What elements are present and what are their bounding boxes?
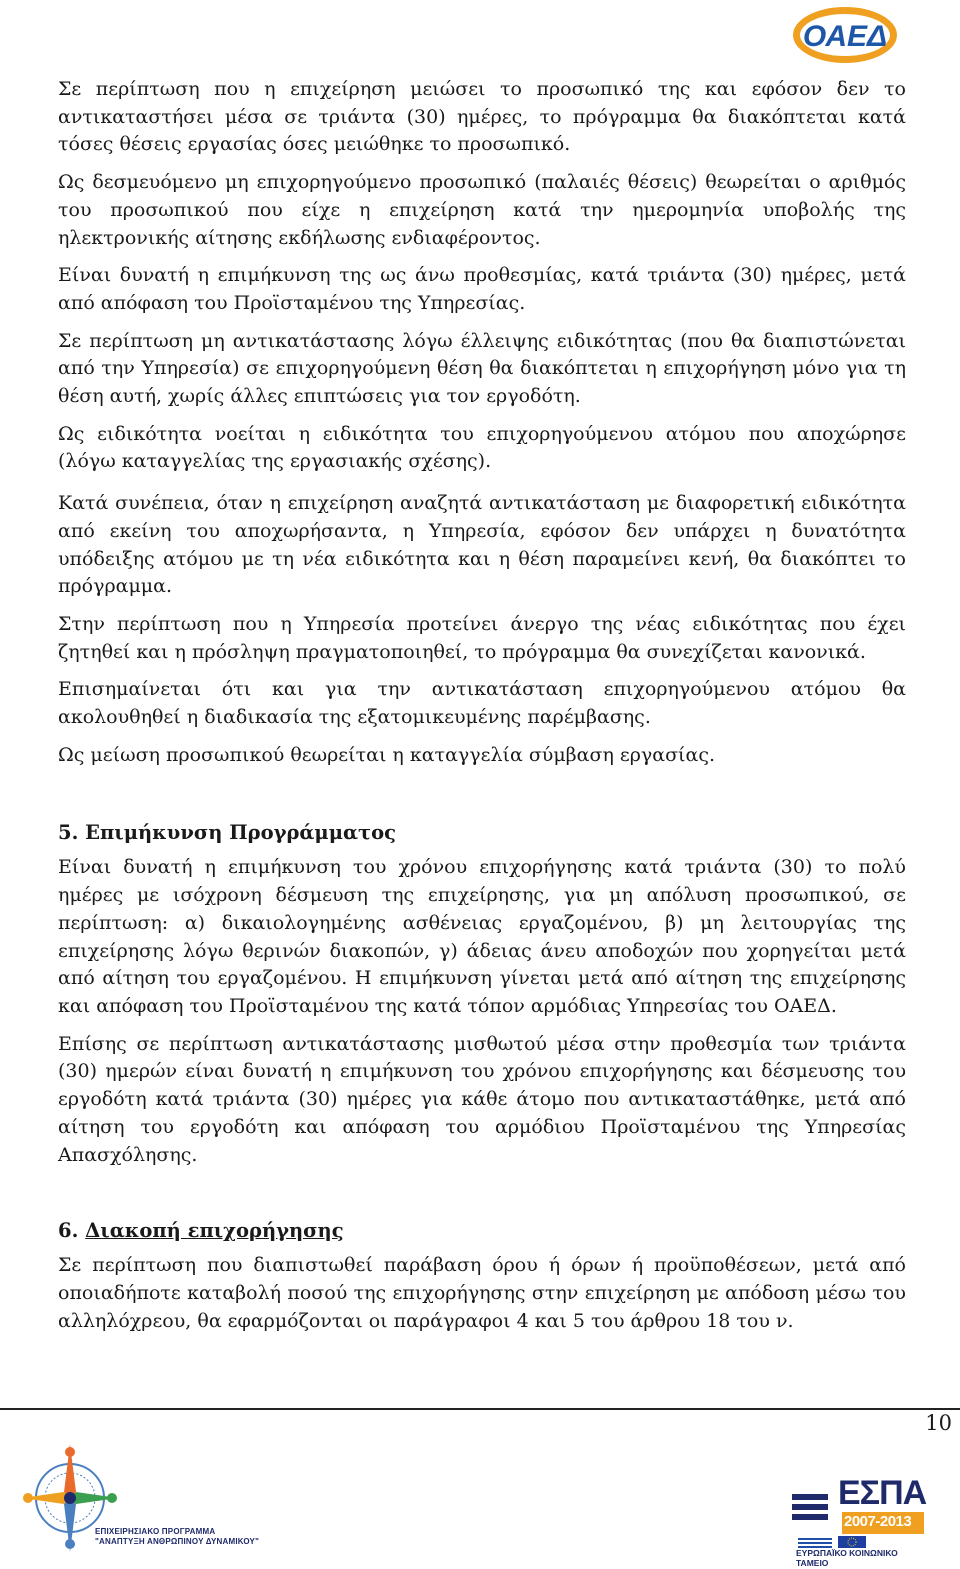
footer-divider: [0, 1408, 960, 1410]
paragraph: Ως δεσμευόμενο μη επιχορηγούμενο προσωπικό (παλαιές θέσεις) θεωρείται ο αριθμός του προσωπικού που είχε η επιχείρηση κατά την ημερομηνία υποβολής της ηλεκτρονικής αίτησης εκδήλωσης ενδιαφέροντος.: [58, 171, 906, 249]
espa-years: 2007-2013: [844, 1513, 912, 1530]
document-body: [58, 76, 906, 1345]
paragraph: Ως ειδικότητα νοείται η ειδικότητα του επιχορηγούμενου ατόμου που αποχώρησε (λόγω καταγγελίας της εργασιακής σχέσης).: [58, 422, 906, 473]
section-heading-6: [58, 1217, 906, 1244]
paragraph: Ως μείωση προσωπικού θεωρείται η καταγγελία σύμβαση εργασίας.: [58, 743, 716, 766]
espa-title: ΕΣΠΑ: [838, 1474, 927, 1512]
paragraph: Κατά συνέπεια, όταν η επιχείρηση αναζητά αντικατάσταση με διαφορετική ειδικότητα από εκείνη του αποχωρήσαντα, η Υπηρεσία, εφόσον δεν υπάρχει η δυνατότητα υπόδειξης ατόμου με τη νέα ειδικότητα και η θέση παραμείνει κενή, θα διακόπτει το πρόγραμμα.: [58, 492, 906, 598]
paragraph: Σε περίπτωση που η επιχείρηση μειώσει το προσωπικό της και εφόσον δεν το αντικαταστήσει μέσα σε τριάντα (30) ημέρες, το πρόγραμμα θα διακόπτεται κατά τόσες θέσεις εργασίας όσες μειώθηκε το προσωπικό.: [58, 78, 906, 156]
program-name: ΕΠΙΧΕΙΡΗΣΙΑΚΟ ΠΡΟΓΡΑΜΜΑ "ΑΝΑΠΤΥΞΗ ΑΝΘΡΩΠΙΝΟΥ ΔΥΝΑΜΙΚΟΥ": [95, 1527, 260, 1546]
section-heading-5: [58, 819, 906, 846]
section-number: 6.: [58, 1219, 79, 1243]
section-number: 5.: [58, 821, 79, 845]
paragraph: Επίσης σε περίπτωση αντικατάστασης μισθωτού μέσα στην προθεσμία των τριάντα (30) ημερών είναι δυνατή η επιμήκυνση του χρόνου επιχορήγησης και δέσμευσης του εργοδότη κατά τριάντα (30) ημέρες για κάθε άτομο που αντικαταστάθηκε, μετά από αίτηση του εργοδότη και απόφαση του αρμόδιου Προϊσταμένου της Υπηρεσίας Απασχόλησης.: [58, 1032, 906, 1166]
oaed-logo: [790, 4, 900, 66]
paragraph: Σε περίπτωση που διαπιστωθεί παράβαση όρου ή όρων ή προϋποθέσεων, μετά από οποιαδήποτε καταβολή ποσού της επιχορήγησης στην επιχείρηση με απόδοση μέσω του αλληλόχρεου, θα εφαρμόζονται οι παράγραφοι 4 και 5 του άρθρου 18 του ν.: [58, 1254, 906, 1332]
paragraph: Είναι δυνατή η επιμήκυνση του χρόνου επιχορήγησης κατά τριάντα (30) το πολύ ημέρες με ισόχρονη δέσμευση της επιχείρησης, για μη απόλυση προσωπικού, σε περίπτωση: α) δικαιολογημένης ασθένειας εργαζομένου, β) μη λειτουργίας της επιχείρησης λόγω θερινών διακοπών, γ) άδειας άνευ αποδοχών που χορηγείται μετά από αίτηση του εργαζομένου. Η επιμήκυνση γίνεται μετά από αίτηση της επιχείρησης και απόφαση του Προϊσταμένου της κατά τόπον αρμόδιας Υπηρεσίας του ΟΑΕΔ.: [58, 856, 906, 1017]
paragraph: Στην περίπτωση που η Υπηρεσία προτείνει άνεργο της νέας ειδικότητας που έχει ζητηθεί και η πρόσληψη πραγματοποιηθεί, το πρόγραμμα θα συνεχίζεται κανονικά.: [58, 612, 906, 663]
paragraph: Επισημαίνεται ότι και για την αντικατάσταση επιχορηγούμενου ατόμου θα ακολουθηθεί η διαδικασία της εξατομικευμένης παρέμβασης.: [58, 678, 906, 729]
paragraph: Σε περίπτωση μη αντικατάστασης λόγω έλλειψης ειδικότητας (που θα διαπιστώνεται από την Υπηρεσία) σε επιχορηγούμενη θέση θα διακόπτεται η επιχορήγηση μόνο για τη θέση αυτή, χωρίς άλλες επιπτώσεις για τον εργοδότη.: [58, 329, 906, 408]
espa-caption: ΕΥΡΩΠΑΪΚΟ ΚΟΙΝΩΝΙΚΟ ΤΑΜΕΙΟ: [796, 1548, 898, 1568]
paragraph: Είναι δυνατή η επιμήκυνση της ως άνω προθεσμίας, κατά τριάντα (30) ημέρες, μετά από απόφαση του Προϊσταμένου της Υπηρεσίας.: [58, 264, 906, 314]
section-title: Επιμήκυνση Προγράμματος: [85, 821, 396, 845]
section-title: Διακοπή επιχορήγησης: [85, 1219, 344, 1243]
page-number: 10: [925, 1411, 952, 1435]
oaed-logo-text: ΟΑΕΔ: [802, 20, 888, 53]
